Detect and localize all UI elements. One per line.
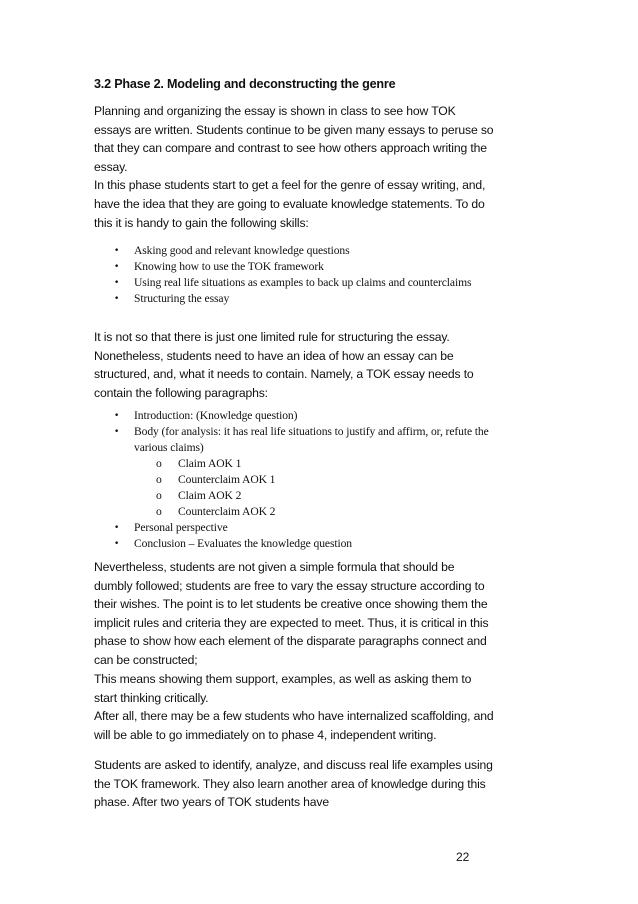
bullet-icon: •	[114, 539, 120, 549]
sub-list-item: o Claim AOK 2	[156, 489, 242, 502]
paragraph-after-all: After all, there may be a few students who have internalized scaffolding, and will be able to go immediately on to phase 4, independent writing.	[94, 709, 494, 742]
list-item: • Knowing how to use the TOK framework	[114, 260, 324, 273]
list-item: • Conclusion – Evaluates the knowledge question	[114, 537, 352, 550]
list-item: • Introduction: (Knowledge question)	[114, 409, 298, 422]
sub-list-item: o Counterclaim AOK 2	[156, 505, 276, 518]
freedom-paragraph	[94, 558, 494, 670]
bullet-icon: •	[114, 294, 120, 304]
bullet-icon: •	[114, 262, 120, 272]
list-item: • Structuring the essay	[114, 292, 230, 305]
section-heading: 3.2 Phase 2. Modeling and deconstructing the genre	[94, 77, 396, 91]
paragraph-phase-start: In this phase students start to get a feel for the genre of essay writing, and, have the idea that they are going to evaluate knowledge statements. To do this it is handy to gain the following skills:	[94, 178, 486, 230]
bullet-icon: •	[114, 246, 120, 256]
paragraph-planning: Planning and organizing the essay is shown in class to see how TOK essays are written. Students continue to be given many essays to peruse so that they can compare and contrast to see how others approach writing the essay.	[94, 104, 494, 174]
circle-bullet-icon: o	[156, 505, 162, 518]
circle-bullet-icon: o	[156, 489, 162, 502]
sub-list-item: o Counterclaim AOK 1	[156, 473, 276, 486]
structure-paragraph	[94, 328, 494, 402]
bullet-icon: •	[114, 411, 120, 421]
real-life-paragraph	[94, 756, 494, 812]
sub-list-item: o Claim AOK 1	[156, 457, 242, 470]
intro-paragraphs	[94, 102, 494, 232]
paragraph-support: This means showing them support, examples, as well as asking them to start thinking critically.	[94, 672, 472, 705]
body-sublist	[134, 456, 494, 520]
list-item: • Personal perspective	[114, 521, 228, 534]
skills-list	[114, 243, 494, 307]
paragraph-structure: It is not so that there is just one limited rule for structuring the essay. Nonetheless, students need to have an idea of how an essay can be structured, and, what it needs to contain. Namely, a TOK essay needs to contain the following paragraphs:	[94, 330, 474, 400]
support-paragraphs	[94, 670, 494, 744]
list-item: • Asking good and relevant knowledge questions	[114, 244, 350, 257]
bullet-icon: •	[114, 427, 120, 437]
paragraph-nevertheless: Nevertheless, students are not given a simple formula that should be dumbly followed; students are free to vary the essay structure according to their wishes. The point is to let students be creative once showing them the implicit rules and criteria they are expected to meet. Thus, it is critical in this phase to show how each element of the disparate paragraphs connect and can be constructed;	[94, 560, 489, 667]
list-item: • Using real life situations as examples to back up claims and counterclaims	[114, 276, 472, 289]
circle-bullet-icon: o	[156, 473, 162, 486]
bullet-icon: •	[114, 523, 120, 533]
list-item: • Body (for analysis: it has real life situations to justify and affirm, or, refute the various claims) o Claim AOK 1 o Counterclaim AOK 1 o Claim AOK 2 o Counterclaim AOK 2	[114, 424, 494, 520]
circle-bullet-icon: o	[156, 457, 162, 470]
bullet-icon: •	[114, 278, 120, 288]
paragraph-real-life: Students are asked to identify, analyze, and discuss real life examples using the TOK framework. They also learn another area of knowledge during this phase. After two years of TOK students have	[94, 758, 493, 810]
essay-parts-list	[114, 408, 494, 552]
page-number: 22	[456, 850, 470, 864]
